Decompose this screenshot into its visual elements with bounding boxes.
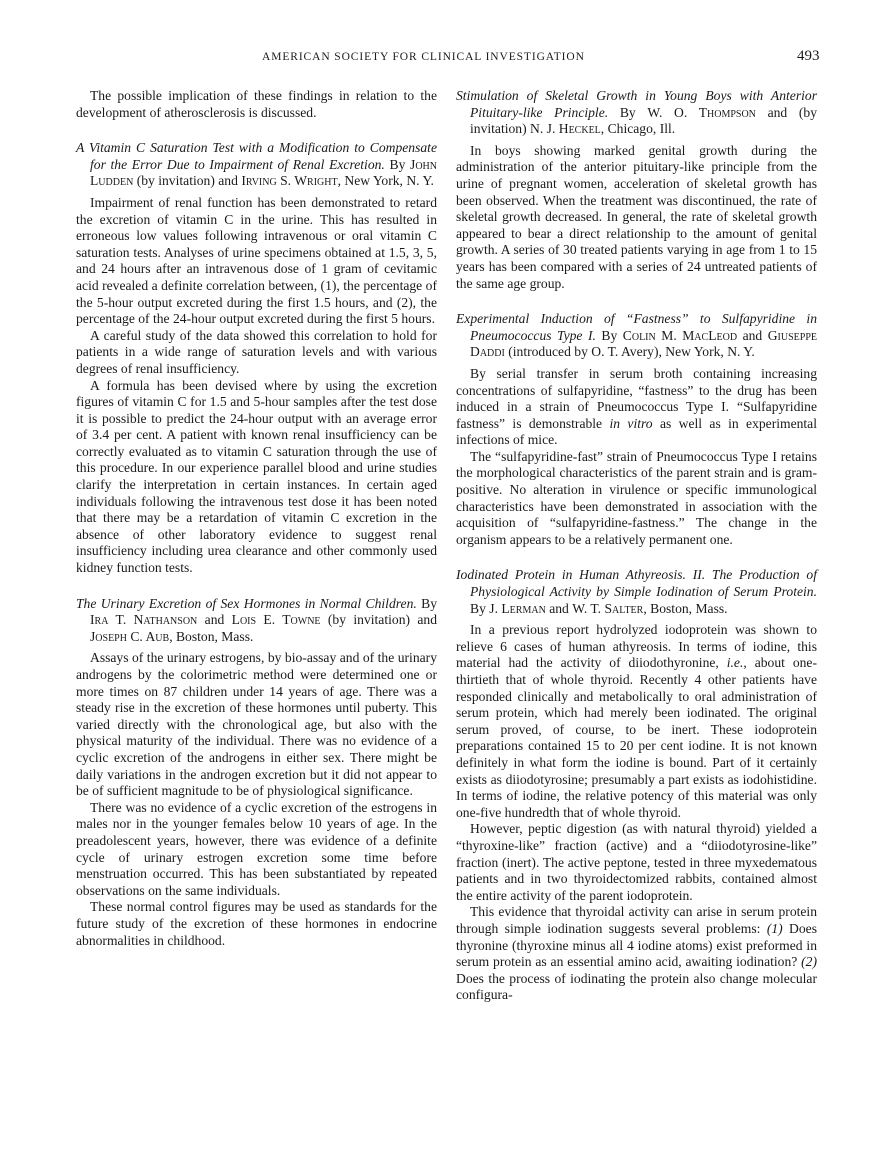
author-name: W. T. Salter [572,600,644,616]
body-paragraph: In a previous report hydrolyzed iodoprotein was shown to relieve 6 cases of human athyreosis. In terms of iodine, this material had the activity of diiodothyronine, i.e., about one-thirtieth that of whole thyroid. Recently 4 other patients have responded clinically and metabolically to oral administration of serum protein, which had merely been iodinated. The original serum proved, of course, to be inert. These iodoprotein preparations contained 15 to 20 per cent iodine. It is not known definitely in what form the iodine is bound. Part of it certainly exists as diiodotyrosine; presumably a part exists as iodohistidine. In terms of iodine, the relative potency of this material was only one-five hundredth that of whole thyroid. [456,622,817,820]
body-paragraph: A formula has been devised where by using the excretion figures of vitamin C for 1.5 and 5-hour samples after the test dose it is possible to predict the 24-hour output with an average error of 3.4 per cent. A patient with known renal insufficiency can be correctly evaluated as to vitamin C saturation through the use of this procedure. In our experience parallel blood and urine studies clarify the interpretation in certain instances. In certain aged individuals following the intravenous test dose it has been noted that there may be a retardation of vitamin C excretion in the absence of other laboratory evidence to suggest renal insufficiency including urea clearance and other commonly used kidney function tests. [76,377,437,576]
author-name: Colin M. MacLeod [622,327,738,343]
article-title: The Urinary Excretion of Sex Hormones in Normal Children. [76,595,417,611]
body-paragraph: By serial transfer in serum broth containing increasing concentrations of sulfapyridine, “fastness” to the drug has been induced in a strain of Pneumococcus Type I. “Sulfapyridine fastness” is demonstrable in vitro as well as in experimental infections of mice. [456,365,817,448]
article-heading-sulfapyridine: Experimental Induction of “Fastness” to Sulfapyridine in Pneumococcus Type I. By Colin M. MacLeod and Giuseppe Daddi (introduced by O. T. Avery), New York, N. Y. [456,311,818,360]
page-number: 493 [797,48,820,64]
author-name: Joseph C. Aub [90,628,170,644]
author-name: N. J. Heckel [530,121,601,137]
article-heading-vitamin-c: A Vitamin C Saturation Test with a Modification to Compensate for the Error Due to Impairment of Renal Excretion. By John Ludden (by invitation) and Irving S. Wright, New York, N. Y. [76,140,437,189]
article-title: Experimental Induction of “Fastness” to Sulfapyridine in Pneumococcus Type I. [456,311,817,343]
author-name: Ira T. Nathanson [90,612,198,628]
carryover-paragraph: The possible implication of these findings in relation to the development of atherosclerosis is discussed. [76,88,437,120]
body-paragraph: The “sulfapyridine-fast” strain of Pneumococcus Type I retains the morphological characteristics of the parent strain and is gram-positive. No alteration in virulence or specific immunological characteristics have been demonstrated in association with the acquisition of “sulfapyridine-fastness.” The change in the organism appears to be a relatively permanent one. [456,448,817,547]
body-paragraph: There was no evidence of a cyclic excretion of the estrogens in males nor in the younger females below 10 years of age. In the preadolescent years, however, there was evidence of a definite cycle of urinary estrogen excretion some time before menstruation occurred. This has been substantiated by repeated observations on the same individuals. [76,799,437,898]
article-heading-sex-hormones: The Urinary Excretion of Sex Hormones in Normal Children. By Ira T. Nathanson and Lois E. Towne (by invitation) and Joseph C. Aub, Boston, Mass. [76,595,437,644]
body-paragraph: These normal control figures may be used as standards for the future study of the excretion of these hormones in endocrine abnormalities in childhood. [76,899,437,948]
author-name: John Ludden [90,156,437,189]
body-paragraph: Assays of the urinary estrogens, by bio-assay and of the urinary androgens by the colorimetric method were determined one or more times on 87 children under 14 years of age. There was a steady rise in the excretion of these hormones until puberty. This varied directly with the chronological age, but also with the physical maturity of the individual. There was no evidence of a cyclic excretion of the androgens in either sex. There might be daily variations in the androgen excretion but it did not appear to be of sufficient magnitude to be of physiological significance. [76,650,437,799]
article-title: Iodinated Protein in Human Athyreosis. II. The Production of Physiological Activity by Simple Iodination of Serum Protein. [456,567,817,600]
body-paragraph: In boys showing marked genital growth during the administration of the anterior pituitary-like principle from the urine of pregnant women, acceleration of skeletal growth has been observed. When the treatment was discontinued, the rate of skeletal growth decreased. In general, the rate of skeletal growth appeared to bear a direct relationship to the amount of genital growth. A series of 30 treated patients varying in age from 1 to 15 years has been compared with a series of 24 untreated patients of the same age group. [456,142,817,291]
author-name: W. O. Thompson [647,104,756,120]
page-header [0,48,880,71]
article-title: Stimulation of Skeletal Growth in Young Boys with Anterior Pituitary-like Principle. [456,88,817,120]
body-paragraph: A careful study of the data showed this correlation to hold for patients in a wide range of saturation levels and with various degrees of renal insufficiency. [76,327,437,376]
author-name: Irving S. Wright [241,173,338,189]
right-column [456,88,817,1004]
body-paragraph: This evidence that thyroidal activity can arise in serum protein through simple iodination suggests several problems: (1) Does thyronine (thyroxine minus all 4 iodine atoms) exist preformed in serum protein as an essential amino acid, awaiting iodination? (2) Does the process of iodinating the protein also change molecular configura- [456,904,818,1003]
article-heading-skeletal-growth: Stimulation of Skeletal Growth in Young Boys with Anterior Pituitary-like Principle. By W. O. Thompson and (by invitation) N. J. Heckel, Chicago, Ill. [456,88,818,137]
author-name: Giuseppe Daddi [470,327,818,360]
left-column [76,88,437,949]
running-head: AMERICAN SOCIETY FOR CLINICAL INVESTIGATION [262,51,585,63]
author-name: J. Lerman [489,600,546,616]
body-paragraph: However, peptic digestion (as with natural thyroid) yielded a “thyroxine-like” fraction (active) and a “diiodotyrosine-like” fraction (inert). The active peptone, tested in three myxedematous patients and in two thyroidectomized rabbits, contained almost the entire activity of the parent iodoprotein. [456,821,817,903]
article-title: A Vitamin C Saturation Test with a Modification to Compensate for the Error Due to Impairment of Renal Excretion. [76,140,437,172]
author-name: Lois E. Towne [231,612,321,628]
article-heading-iodinated-protein: Iodinated Protein in Human Athyreosis. II. The Production of Physiological Activity by Simple Iodination of Serum Protein. By J. Lerman and W. T. Salter, Boston, Mass. [456,567,817,616]
body-paragraph: Impairment of renal function has been demonstrated to retard the excretion of vitamin C in the urine. This has resulted in erroneous low values following intravenous or oral vitamin C saturation tests. Analyses of urine specimens obtained at 1.5, 3, 5, and 24 hours after an intravenous dose of 1 gram of cevitamic acid revealed a definite correlation between, (1), the percentage of the 5-hour output excreted during the first 1.5 hours, and (2), the percentage of the 24-hour output excreted during the first 5 hours. [76,194,437,327]
